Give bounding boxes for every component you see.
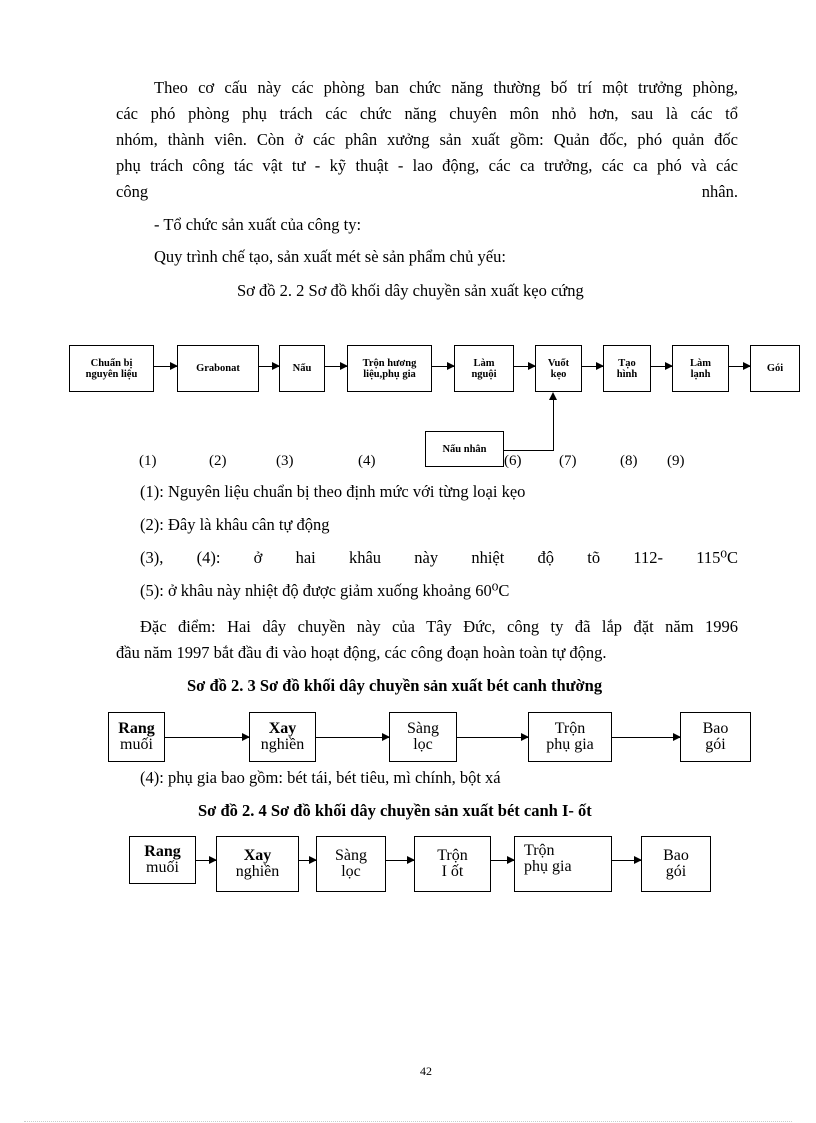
step-grinding: Xay nghiền bbox=[216, 836, 299, 892]
note-additives: (4): phụ gia bao gồm: bét tái, bét tiêu, mì chính, bột xá bbox=[140, 768, 501, 787]
arrow-d2-3 bbox=[457, 737, 528, 738]
diagram3-title: Sơ đồ 2. 4 Sơ đồ khối dây chuyền sản xuất bét canh I- ốt bbox=[198, 801, 592, 820]
feature-line-2: đầu năm 1997 bắt đầu đi vào hoạt động, các công đoạn hoàn toàn tự động. bbox=[116, 643, 607, 662]
connector-arrowhead bbox=[549, 392, 557, 400]
step-grinding: Xay nghiền bbox=[249, 712, 316, 762]
arrow-2-3 bbox=[259, 366, 279, 367]
connector-horizontal bbox=[504, 450, 554, 451]
process-heading: Quy trình chế tạo, sản xuất mét sè sản phẩm chủ yếu: bbox=[154, 247, 506, 266]
note-3-4: (3), (4): ở hai khâu này nhiệt độ tõ 112- 115⁰C bbox=[140, 548, 738, 567]
paragraph-line-5-left: công bbox=[116, 182, 149, 201]
page-number: 42 bbox=[420, 1064, 432, 1078]
step-shaping: Tạo hình bbox=[603, 345, 651, 392]
number-label: (7) bbox=[559, 453, 577, 469]
paragraph-line-3: nhóm, thành viên. Còn ở các phân xưởng sản xuất gồm: Quản đốc, phó quản đốc bbox=[116, 130, 738, 149]
arrow-d3-5 bbox=[612, 860, 641, 861]
step-cooking: Nấu bbox=[279, 345, 325, 392]
number-label: (4) bbox=[358, 453, 376, 469]
paragraph-line-5-right: nhân. bbox=[701, 182, 738, 201]
paragraph-line-4: phụ trách công tác vật tư - kỹ thuật - lao động, các ca trưởng, các ca phó và các bbox=[116, 156, 738, 175]
connector-vertical bbox=[553, 400, 554, 450]
arrow-6-7 bbox=[582, 366, 603, 367]
step-packing: Gói bbox=[750, 345, 800, 392]
step-bagging: Bao gói bbox=[641, 836, 711, 892]
side-box-filling: Nấu nhân bbox=[425, 431, 504, 467]
number-label: (9) bbox=[667, 453, 685, 469]
paragraph-line-2: các phó phòng phụ trách các chức năng chuyên môn nhỏ hơn, sau là các tổ bbox=[116, 104, 738, 123]
arrow-5-6 bbox=[514, 366, 535, 367]
step-roast-salt: Rang muối bbox=[108, 712, 165, 762]
step-pulling: Vuốt kẹo bbox=[535, 345, 582, 392]
step-mix-additives: Trộn phụ gia bbox=[514, 836, 612, 892]
arrow-8-9 bbox=[729, 366, 750, 367]
number-label: (8) bbox=[620, 453, 638, 469]
step-mix-additives: Trộn phụ gia bbox=[528, 712, 612, 762]
number-label: (6) bbox=[504, 453, 522, 469]
step-chilling: Làm lạnh bbox=[672, 345, 729, 392]
diagram2-title: Sơ đồ 2. 3 Sơ đồ khối dây chuyền sản xuất bét canh thường bbox=[187, 676, 603, 695]
arrow-d3-3 bbox=[386, 860, 414, 861]
number-label: (3) bbox=[276, 453, 294, 469]
step-grabonat: Grabonat bbox=[177, 345, 259, 392]
arrow-7-8 bbox=[651, 366, 672, 367]
footer-divider bbox=[24, 1121, 792, 1122]
note-1: (1): Nguyên liệu chuẩn bị theo định mức với từng loại kẹo bbox=[140, 482, 526, 501]
step-raw-materials: Chuẩn bị nguyên liệu bbox=[69, 345, 154, 392]
step-roast-salt: Rang muối bbox=[129, 836, 196, 884]
number-label: (1) bbox=[139, 453, 157, 469]
step-sieving: Sàng lọc bbox=[389, 712, 457, 762]
note-5: (5): ở khâu này nhiệt độ được giảm xuống khoảng 60⁰C bbox=[140, 581, 510, 600]
arrow-d3-4 bbox=[491, 860, 514, 861]
arrow-3-4 bbox=[325, 366, 347, 367]
arrow-1-2 bbox=[154, 366, 177, 367]
arrow-d2-4 bbox=[612, 737, 680, 738]
step-sieving: Sàng lọc bbox=[316, 836, 386, 892]
arrow-d3-1 bbox=[196, 860, 216, 861]
number-label: (2) bbox=[209, 453, 227, 469]
step-cooling: Làm nguội bbox=[454, 345, 514, 392]
arrow-4-5 bbox=[432, 366, 454, 367]
step-mixing: Trộn hương liệu,phụ gia bbox=[347, 345, 432, 392]
note-2: (2): Đây là khâu cân tự động bbox=[140, 515, 330, 534]
step-bagging: Bao gói bbox=[680, 712, 751, 762]
paragraph-line-1: Theo cơ cấu này các phòng ban chức năng thường bố trí một trưởng phòng, bbox=[154, 78, 738, 97]
arrow-d2-2 bbox=[316, 737, 389, 738]
feature-line-1: Đặc điểm: Hai dây chuyền này của Tây Đức, công ty đã lắp đặt năm 1996 bbox=[140, 617, 738, 636]
org-heading: - Tổ chức sản xuất của công ty: bbox=[154, 215, 362, 234]
arrow-d2-1 bbox=[165, 737, 249, 738]
arrow-d3-2 bbox=[299, 860, 316, 861]
step-mix-iodine: Trộn I ốt bbox=[414, 836, 491, 892]
diagram1-title: Sơ đồ 2. 2 Sơ đồ khối dây chuyền sản xuất kẹo cứng bbox=[237, 281, 584, 300]
